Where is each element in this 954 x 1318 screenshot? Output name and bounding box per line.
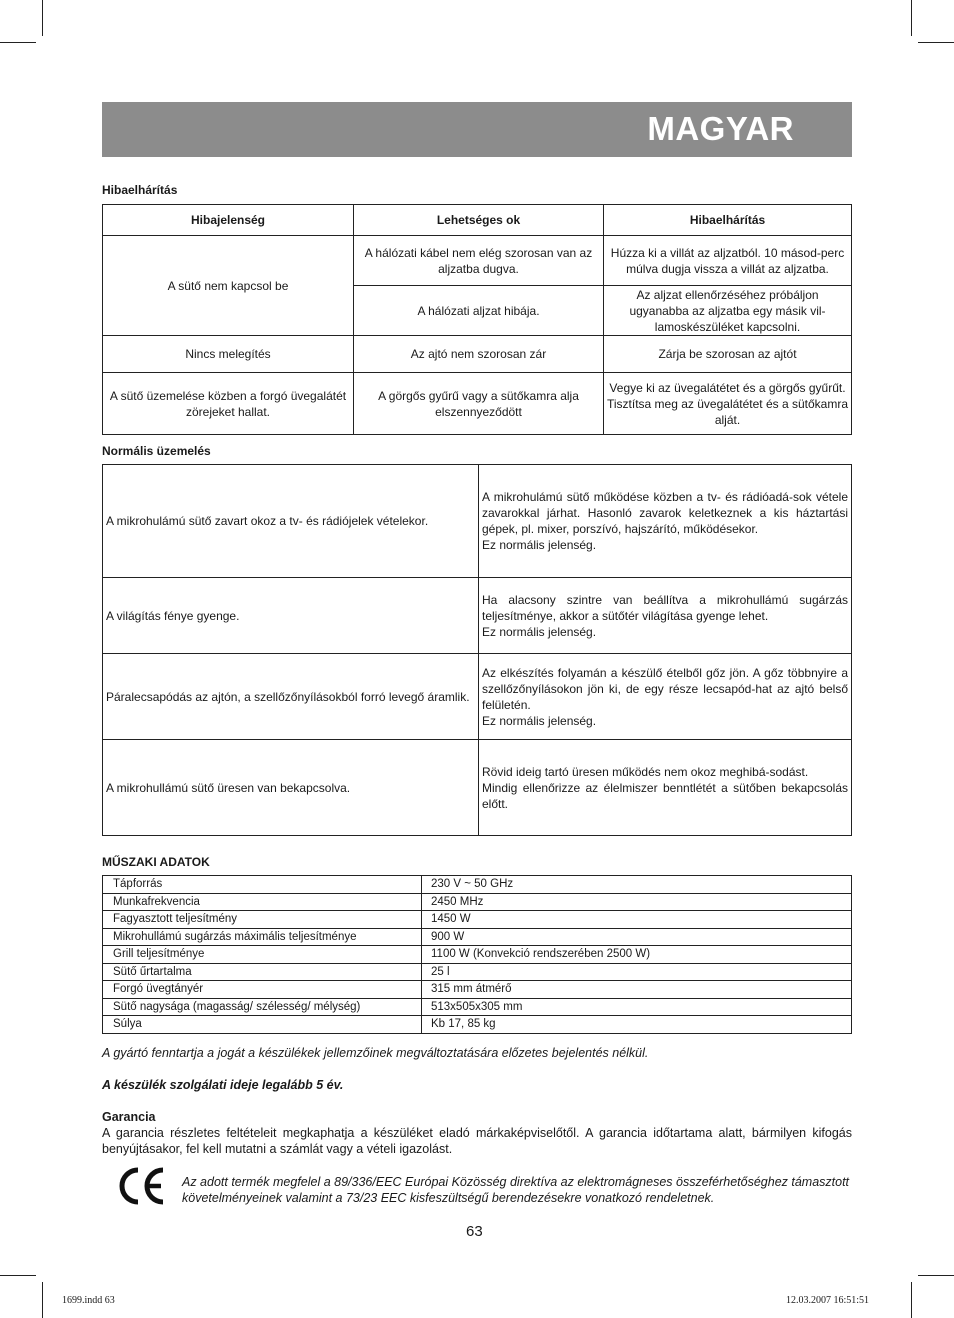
crop-mark	[0, 1275, 36, 1276]
explanation-cell	[479, 740, 852, 836]
table-row	[103, 236, 852, 286]
spec-value: 1100 W (Konvekció rendszerében 2500 W)	[422, 946, 852, 964]
spec-row	[103, 928, 852, 946]
situation-cell: Páralecsapódás az ajtón, a szellőzőnyílásokból forró levegő áramlik.	[103, 654, 479, 740]
explanation-note: Ez normális jelenség.	[482, 713, 597, 728]
column-header: Hibaelhárítás	[604, 205, 852, 236]
spec-value: 1450 W	[422, 911, 852, 929]
explanation-text: A mikrohulámú sütő működése közben a tv- és rádióadá-sok vétele zavarokkal járhat. Hasonló zavarok keletkeznek a kis háztartási gépek, pl. mixer, porszívó, hajszárító, működésekor.	[482, 490, 848, 536]
explanation-cell	[479, 465, 852, 578]
explanation-text: Ha alacsony szintre van beállítva a mikrohullámú sugárzás teljesítménye, akkor a sütőtér világítása gyenge lehet.	[482, 592, 848, 623]
situation-cell: A világítás fénye gyenge.	[103, 578, 479, 654]
column-header: Hibajelenség	[103, 205, 354, 236]
cause-cell: A hálózati aljzat hibája.	[354, 286, 604, 336]
spec-value: 2450 MHz	[422, 893, 852, 911]
crop-mark	[42, 0, 43, 36]
table-row	[103, 373, 852, 435]
spec-value: 900 W	[422, 928, 852, 946]
explanation-note: Ez normális jelenség.	[482, 624, 597, 639]
explanation-note: Mindig ellenőrizze az élelmiszer benntlétét a sütőben bekapcsolás előtt.	[482, 780, 848, 811]
warranty-text: A garancia részletes feltételeit megkaphatja a készüléket eladó márkaképviselőtől. A garancia időtartama alatt, bármilyen kifogás benyújtásakor, fel kell mutatni a számlát vagy a vételi igazolást.	[102, 1126, 852, 1156]
footer-file-info: 1699.indd 63	[62, 1295, 115, 1306]
spec-value: Kb 17, 85 kg	[422, 1016, 852, 1034]
spec-value: 513x505x305 mm	[422, 998, 852, 1016]
crop-mark	[918, 42, 954, 43]
page-number: 63	[466, 1223, 483, 1240]
crop-mark	[911, 0, 912, 36]
spec-row	[103, 946, 852, 964]
normal-operation-table	[102, 464, 852, 836]
spec-value: 315 mm átmérő	[422, 981, 852, 999]
spec-label: Fagyasztott teljesítmény	[103, 911, 422, 929]
cause-cell: A görgős gyűrű vagy a sütőkamra alja elszennyeződött	[354, 373, 604, 435]
spec-label: Súlya	[103, 1016, 422, 1034]
spec-label: Grill teljesítménye	[103, 946, 422, 964]
crop-mark	[0, 42, 36, 43]
language-header-bar	[102, 102, 852, 157]
explanation-text: Az elkészítés folyamán a készülő ételből gőz jön. A gőz többnyire a szellőzőnyílásokon jön ki, de egy része lecsapód-hat az ajtó belső felületén.	[482, 665, 848, 712]
crop-mark	[911, 1282, 912, 1318]
fix-cell: Az aljzat ellenőrzéséhez próbáljon ugyanabba az aljzatba egy másik vil-lamoskészüléket kapcsolni.	[604, 286, 852, 336]
spec-row	[103, 981, 852, 999]
spec-value: 25 l	[422, 963, 852, 981]
spec-label: Tápforrás	[103, 876, 422, 894]
spec-label: Sütő nagysága (magasság/ szélesség/ mélység)	[103, 998, 422, 1016]
symptom-cell: A sütő üzemelése közben a forgó üvegalátét zörejeket hallat.	[103, 373, 354, 435]
table-header-row	[103, 205, 852, 236]
symptom-cell: A sütő nem kapcsol be	[103, 236, 354, 336]
normal-operation-heading: Normális üzemelés	[102, 444, 211, 458]
spec-value: 230 V ~ 50 GHz	[422, 876, 852, 894]
service-life-note: A készülék szolgálati ideje legalább 5 év.	[102, 1078, 344, 1092]
cause-cell: Az ajtó nem szorosan zár	[354, 336, 604, 373]
spec-row	[103, 876, 852, 894]
troubleshooting-heading: Hibaelhárítás	[102, 183, 178, 197]
table-row	[103, 740, 852, 836]
ce-mark-icon	[116, 1166, 168, 1206]
crop-mark	[42, 1282, 43, 1318]
fix-cell: Húzza ki a villát az aljzatból. 10 másod-perc múlva dugja vissza a villát az aljzatba.	[604, 236, 852, 286]
specs-heading: MŰSZAKI ADATOK	[102, 855, 210, 869]
explanation-cell	[479, 654, 852, 740]
situation-cell: A mikrohullámú sütő üresen van bekapcsolva.	[103, 740, 479, 836]
explanation-note: Ez normális jelenség.	[482, 538, 597, 552]
table-row	[103, 336, 852, 373]
ce-compliance-text: Az adott termék megfelel a 89/336/EEC Európai Közösség direktíva az elektromágneses összeférhetőséghez támasztott követelményeinek valamint a 73/23 EEC kisfeszültségű berendezésekre vonatkozó rendeletnek.	[182, 1175, 850, 1205]
manufacturer-note: A gyártó fenntartja a jogát a készülékek jellemzőinek megváltoztatására előzetes bejelentés nélkül.	[102, 1046, 649, 1060]
crop-mark	[918, 1275, 954, 1276]
spec-row	[103, 893, 852, 911]
spec-label: Sütő űrtartalma	[103, 963, 422, 981]
table-row	[103, 654, 852, 740]
troubleshooting-table	[102, 204, 852, 435]
fix-cell: Zárja be szorosan az ajtót	[604, 336, 852, 373]
cause-cell: A hálózati kábel nem elég szorosan van az aljzatba dugva.	[354, 236, 604, 286]
specs-table	[102, 875, 852, 1034]
spec-row	[103, 963, 852, 981]
spec-label: Forgó üvegtányér	[103, 981, 422, 999]
table-row	[103, 465, 852, 578]
symptom-cell: Nincs melegítés	[103, 336, 354, 373]
footer-timestamp: 12.03.2007 16:51:51	[786, 1295, 870, 1306]
spec-label: Mikrohullámú sugárzás máximális teljesítménye	[103, 928, 422, 946]
situation-cell: A mikrohulámú sütő zavart okoz a tv- és rádiójelek vételekor.	[103, 465, 479, 578]
spec-row	[103, 998, 852, 1016]
column-header: Lehetséges ok	[354, 205, 604, 236]
spec-label: Munkafrekvencia	[103, 893, 422, 911]
warranty-heading: Garancia	[102, 1110, 156, 1124]
language-title: MAGYAR	[647, 110, 794, 147]
spec-row	[103, 911, 852, 929]
spec-row	[103, 1016, 852, 1034]
explanation-text: Rövid ideig tartó üresen működés nem okoz meghibá-sodást.	[482, 764, 809, 779]
fix-cell: Vegye ki az üvegalátétet és a görgős gyűrűt. Tisztítsa meg az üvegalátétet és a sütőkamra alját.	[604, 373, 852, 435]
explanation-cell	[479, 578, 852, 654]
table-row	[103, 578, 852, 654]
